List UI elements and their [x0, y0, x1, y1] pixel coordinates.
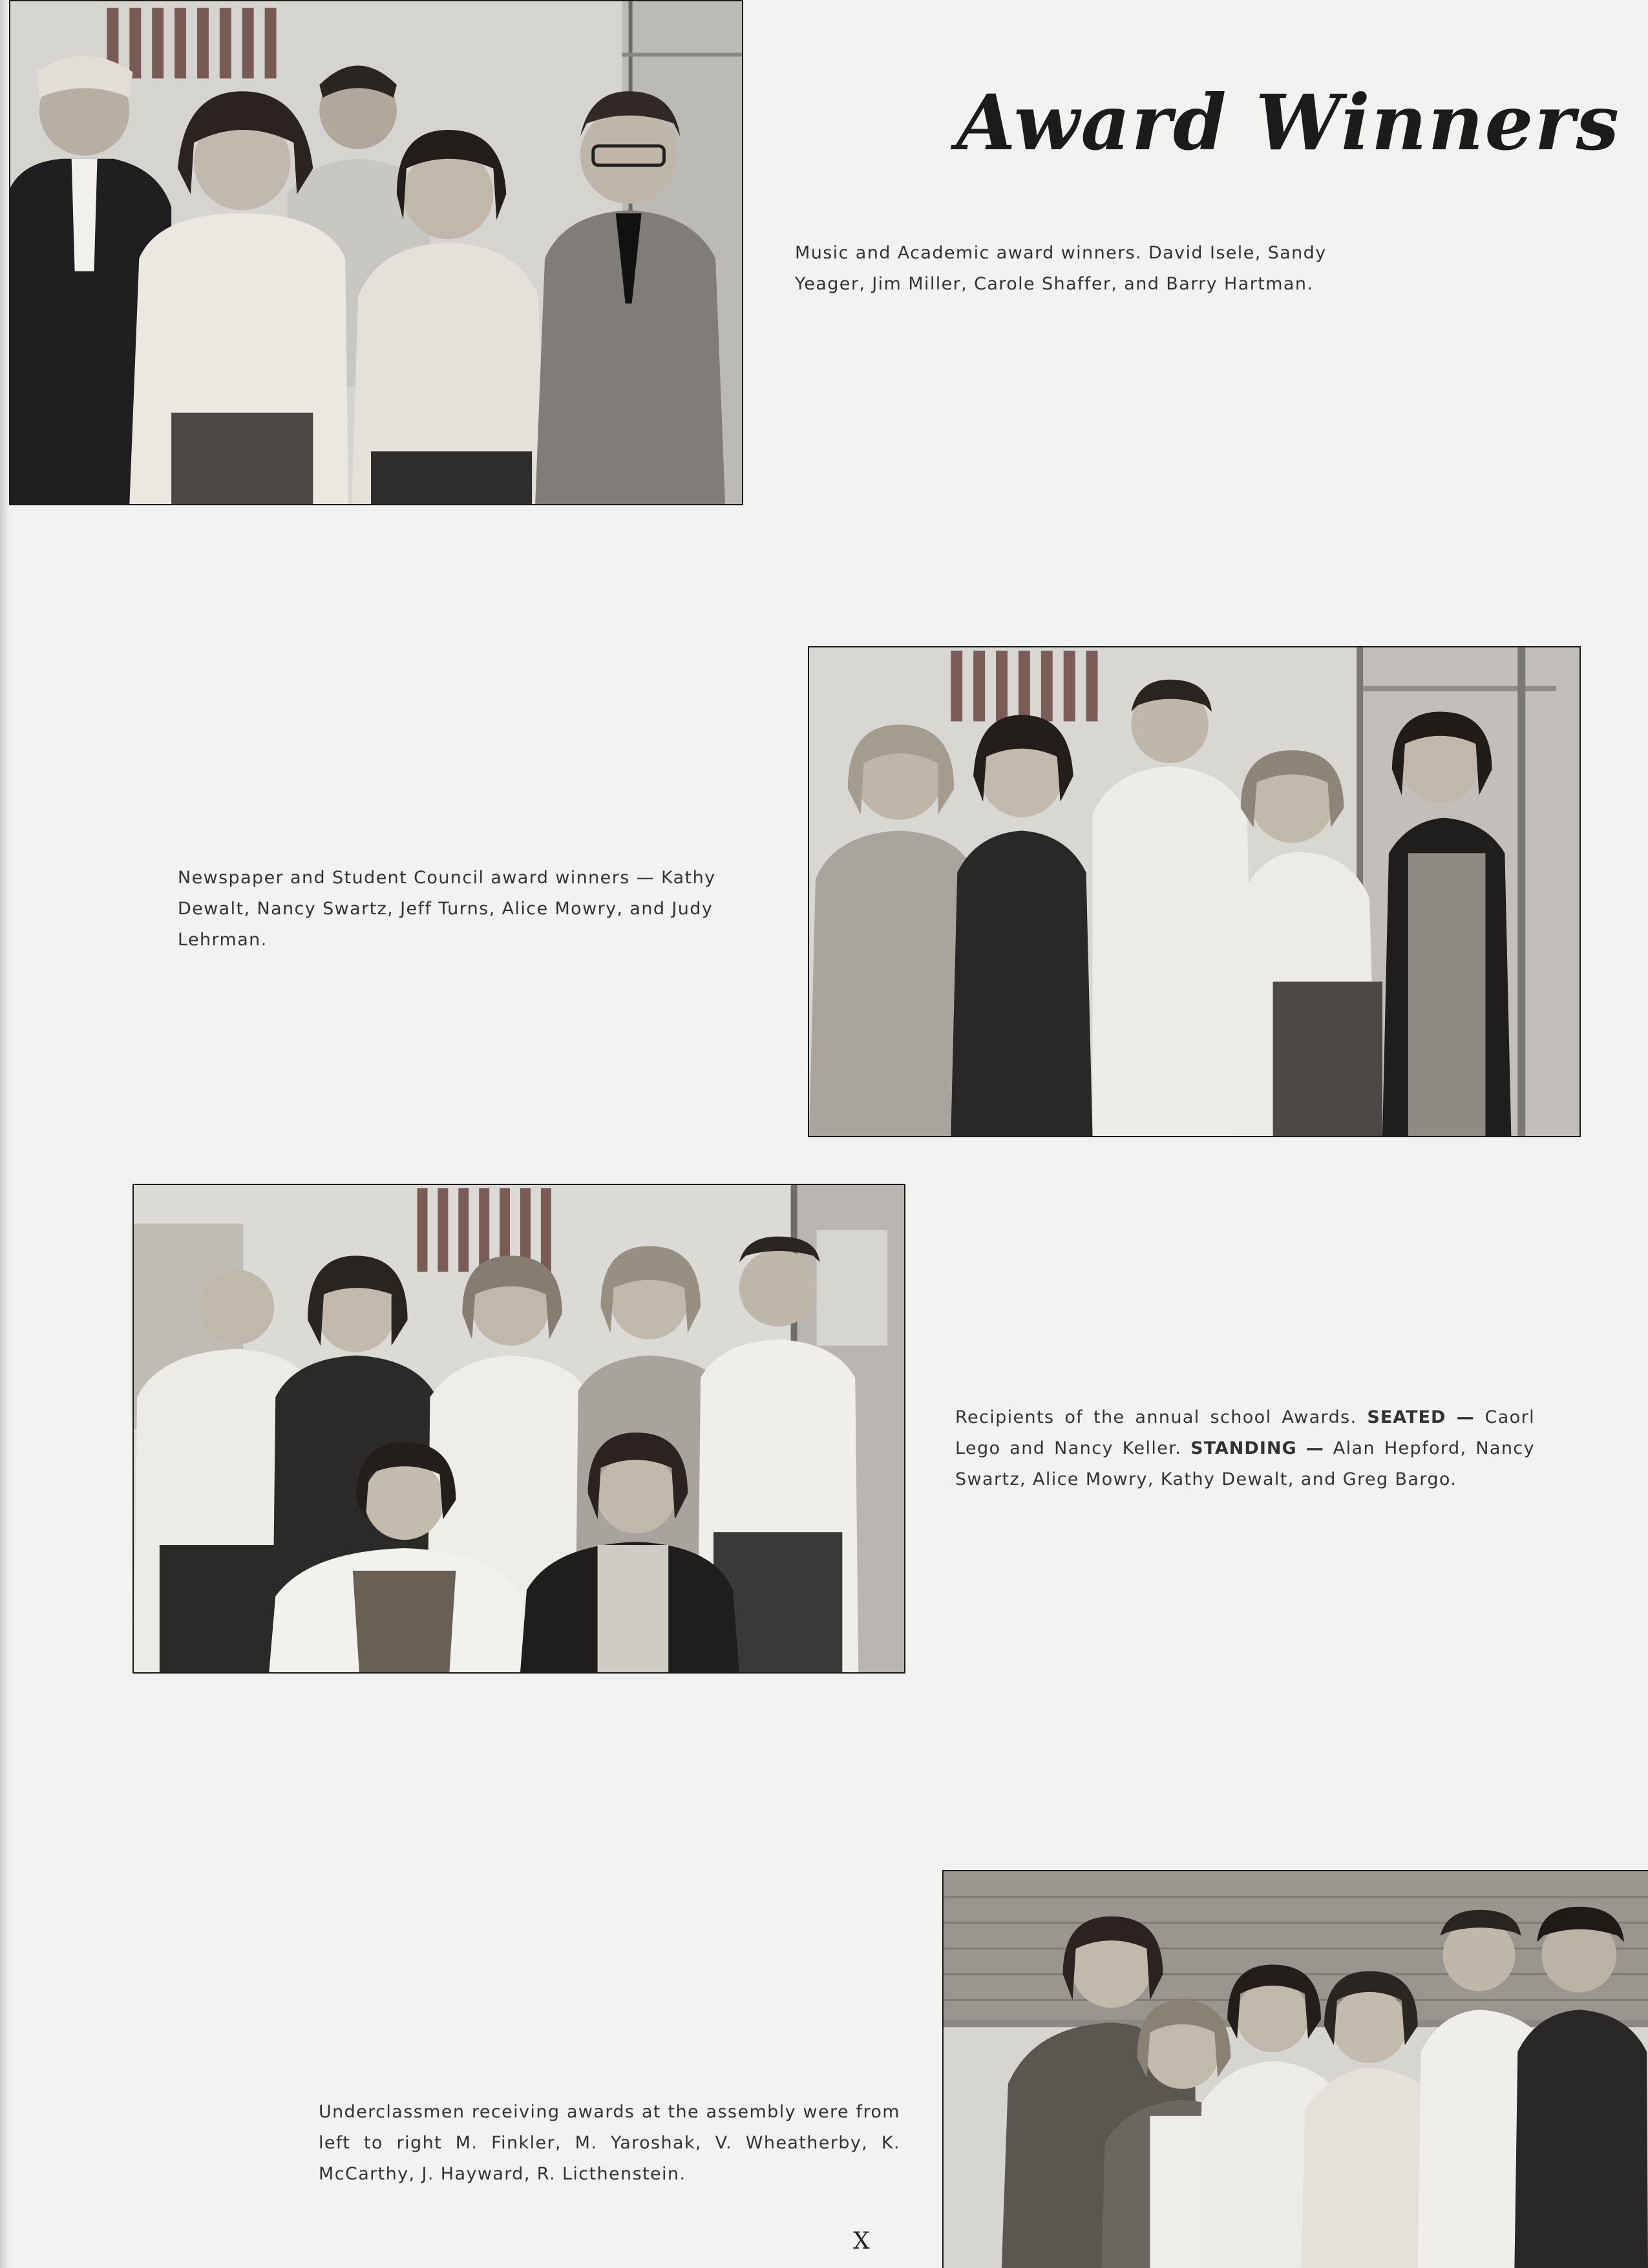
page-number: X	[853, 2228, 870, 2254]
photo-newspaper-council-winners	[808, 646, 1581, 1137]
photo-music-academic-winners	[9, 0, 743, 505]
caption-newspaper-council: Newspaper and Student Council award winners — Kathy Dewalt, Nancy Swartz, Jeff Turns, Alice Mowry, and Judy Lehrman.	[178, 868, 716, 950]
photo-annual-award-recipients	[132, 1184, 905, 1674]
page-title: Award Winners	[956, 78, 1621, 167]
seated-label: SEATED —	[1367, 1407, 1475, 1427]
photo-underclassmen-awards	[942, 1870, 1648, 2268]
caption-annual-award-recipients	[955, 1402, 1535, 1495]
caption-underclassmen-awards: Underclassmen receiving awards at the assembly were from left to right M. Finkler, M. Yaroshak, V. Wheatherby, K. McCarthy, J. Hayward, R. Licthenstein.	[319, 2102, 900, 2184]
page-binding-edge	[0, 0, 9, 2268]
standing-names: Alan Hepford, Nancy Swartz, Alice Mowry, Kathy Dewalt, and Greg Bargo.	[955, 1438, 1535, 1489]
recipients-intro: Recipients of the annual school Awards.	[955, 1407, 1357, 1427]
standing-label: STANDING —	[1190, 1438, 1324, 1458]
seated-names: Caorl Lego and Nancy Keller.	[955, 1407, 1535, 1458]
caption-music-academic: Music and Academic award winners. David Isele, Sandy Yeager, Jim Miller, Carole Shaffer, and Barry Hartman.	[795, 243, 1327, 294]
